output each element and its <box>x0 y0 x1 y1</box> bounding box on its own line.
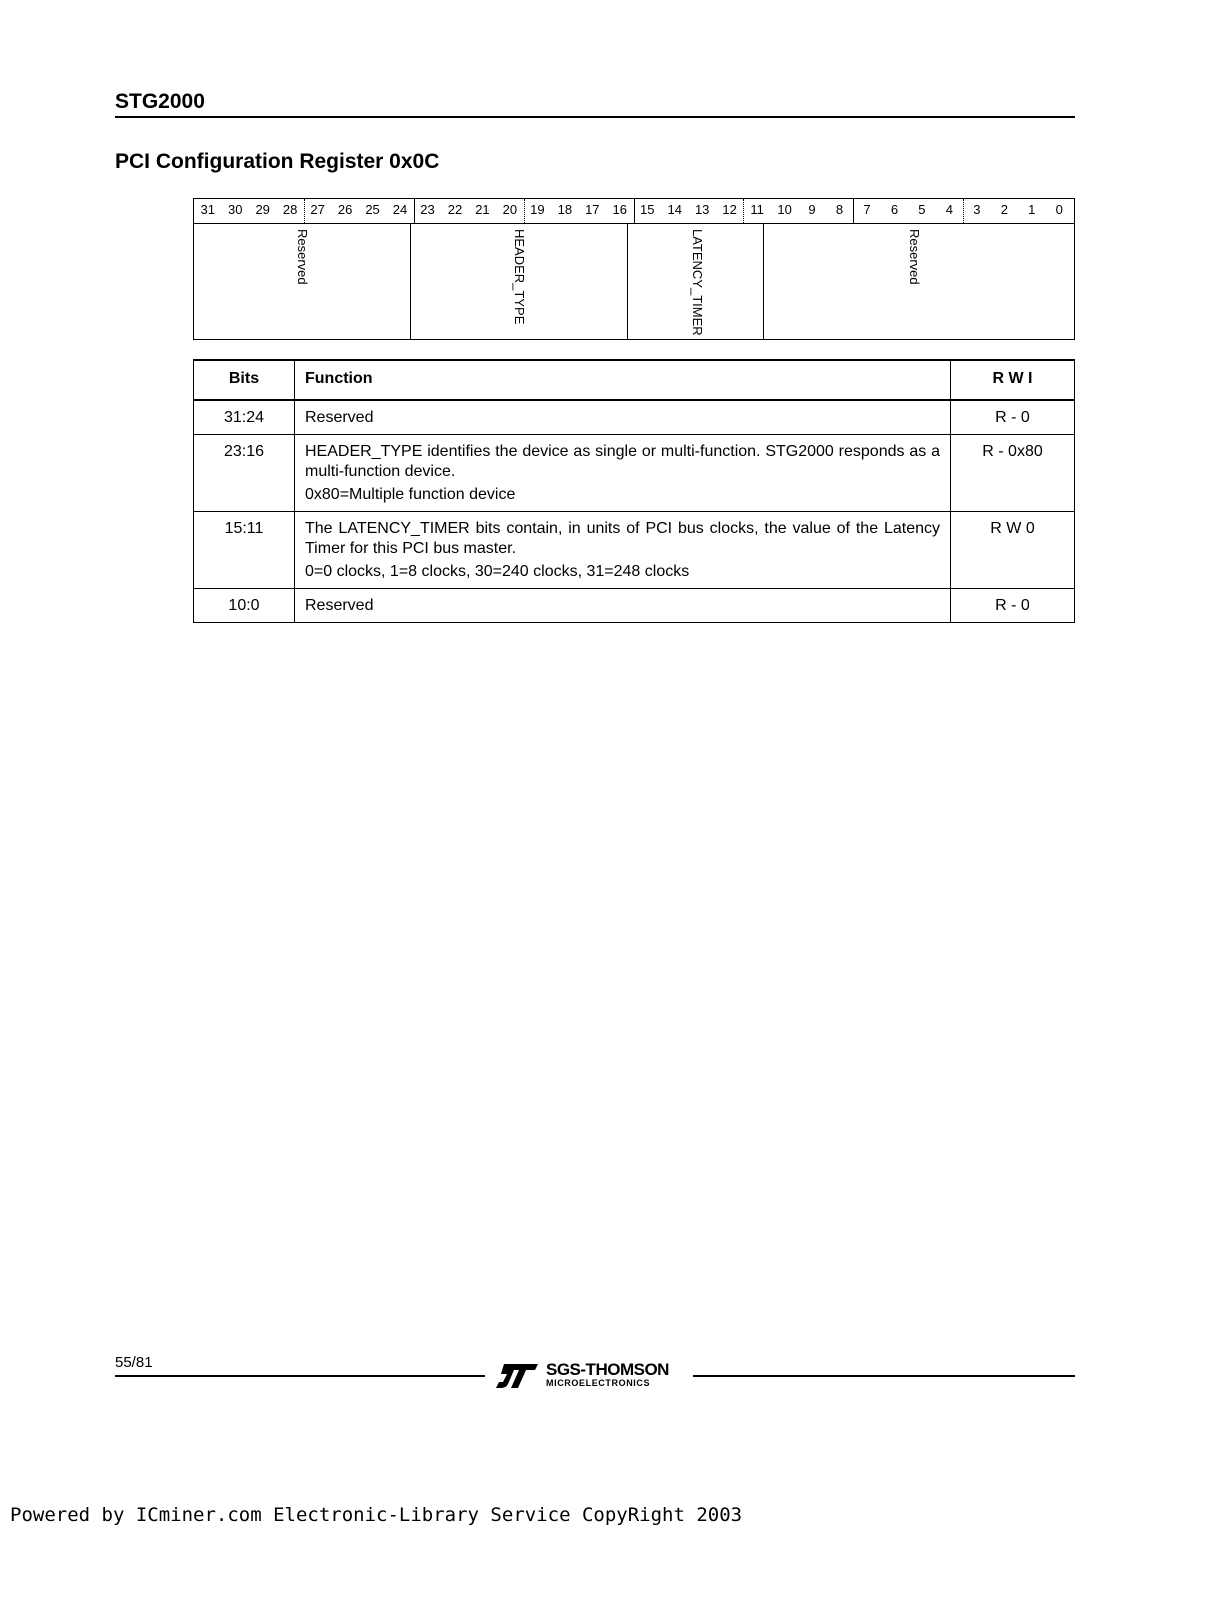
column-header-function: Function <box>295 360 951 400</box>
logo-company-name: SGS-THOMSON <box>546 1360 669 1379</box>
bit-group-separator <box>743 199 744 223</box>
bit-number: 4 <box>945 202 953 217</box>
bit-group-separator <box>414 199 415 223</box>
bit-number: 21 <box>475 202 490 217</box>
column-header-rwi: R W I <box>951 360 1075 400</box>
bit-number: 17 <box>585 202 600 217</box>
function-cell <box>295 512 951 589</box>
bit-number: 19 <box>530 202 545 217</box>
rwi-cell: R - 0 <box>951 589 1075 623</box>
bit-number: 22 <box>447 202 463 217</box>
bits-cell: 15:11 <box>194 512 295 589</box>
field-label-reserved-high: Reserved <box>295 229 310 285</box>
bit-number-row <box>194 199 1074 224</box>
field-label-header-type: HEADER_TYPE <box>512 229 527 325</box>
bit-number: 24 <box>392 202 408 217</box>
table-row <box>194 589 1075 623</box>
bit-number: 3 <box>973 202 981 217</box>
function-text: The LATENCY_TIMER bits contain, in units of PCI bus clocks, the value of the Latency Timer for this PCI bus master. <box>305 520 940 557</box>
field-label-reserved-low: Reserved <box>907 229 922 285</box>
bit-group-separator <box>853 199 854 223</box>
function-note: 0x80=Multiple function device <box>305 486 516 503</box>
bit-number: 12 <box>722 202 737 217</box>
function-text: Reserved <box>305 409 374 426</box>
bit-number: 27 <box>310 202 325 217</box>
powered-by-notice: Powered by ICminer.com Electronic-Library Service CopyRight 2003 <box>10 1504 743 1526</box>
bit-group-separator <box>634 199 635 223</box>
table-row <box>194 400 1075 435</box>
bit-number: 28 <box>282 202 298 217</box>
function-text: HEADER_TYPE identifies the device as single or multi-function. STG2000 responds as a multi-function device. <box>305 443 940 480</box>
bit-number: 31 <box>200 202 215 217</box>
table-row <box>194 512 1075 589</box>
bit-number: 13 <box>694 202 710 217</box>
st-logo-icon <box>494 1360 540 1390</box>
rwi-cell: R - 0 <box>951 400 1075 435</box>
bit-group-separator <box>963 199 964 223</box>
bit-number: 6 <box>890 202 899 217</box>
bits-cell: 10:0 <box>194 589 295 623</box>
bit-number: 7 <box>863 202 871 217</box>
bit-group-separator <box>304 199 305 223</box>
company-logo <box>494 1360 686 1392</box>
page-number: 55/81 <box>115 1354 153 1371</box>
field-separator <box>627 224 628 339</box>
bits-cell: 23:16 <box>194 435 295 512</box>
field-separator <box>410 224 411 339</box>
function-cell <box>295 435 951 512</box>
header-rule <box>115 116 1075 118</box>
register-bit-diagram <box>193 198 1075 340</box>
bit-number: 29 <box>255 202 270 217</box>
bit-number: 8 <box>835 202 844 217</box>
bit-number: 14 <box>667 202 682 217</box>
function-text: Reserved <box>305 597 374 614</box>
bit-number: 15 <box>640 202 655 217</box>
bit-number: 18 <box>557 202 573 217</box>
bit-number: 11 <box>750 202 764 217</box>
bit-number: 10 <box>777 202 792 217</box>
function-cell <box>295 400 951 435</box>
field-separator <box>763 224 764 339</box>
bit-number: 20 <box>502 202 518 217</box>
column-header-bits: Bits <box>194 360 295 400</box>
bit-number: 2 <box>1000 202 1008 217</box>
bit-number: 30 <box>227 202 243 217</box>
register-description-table <box>193 359 1075 623</box>
bit-number: 1 <box>1028 202 1036 217</box>
bit-number: 5 <box>918 202 926 217</box>
function-note: 0=0 clocks, 1=8 clocks, 30=240 clocks, 31=248 clocks <box>305 563 690 580</box>
table-row <box>194 435 1075 512</box>
section-title: PCI Configuration Register 0x0C <box>115 150 440 173</box>
document-title: STG2000 <box>115 90 205 113</box>
logo-division-name: MICROELECTRONICS <box>546 1378 651 1388</box>
bit-group-separator <box>524 199 525 223</box>
table-header-row <box>194 360 1075 400</box>
footer-rule-left <box>115 1375 485 1377</box>
function-cell <box>295 589 951 623</box>
bit-number: 16 <box>612 202 627 217</box>
field-label-latency-timer: LATENCY_TIMER <box>690 229 705 336</box>
rwi-cell: R W 0 <box>951 512 1075 589</box>
bits-cell: 31:24 <box>194 400 295 435</box>
bit-number: 25 <box>365 202 380 217</box>
bit-number: 9 <box>808 202 816 217</box>
bit-number: 23 <box>420 202 435 217</box>
bit-number: 0 <box>1055 202 1063 217</box>
footer-rule-right <box>693 1375 1075 1377</box>
bit-number: 26 <box>337 202 353 217</box>
rwi-cell: R - 0x80 <box>951 435 1075 512</box>
